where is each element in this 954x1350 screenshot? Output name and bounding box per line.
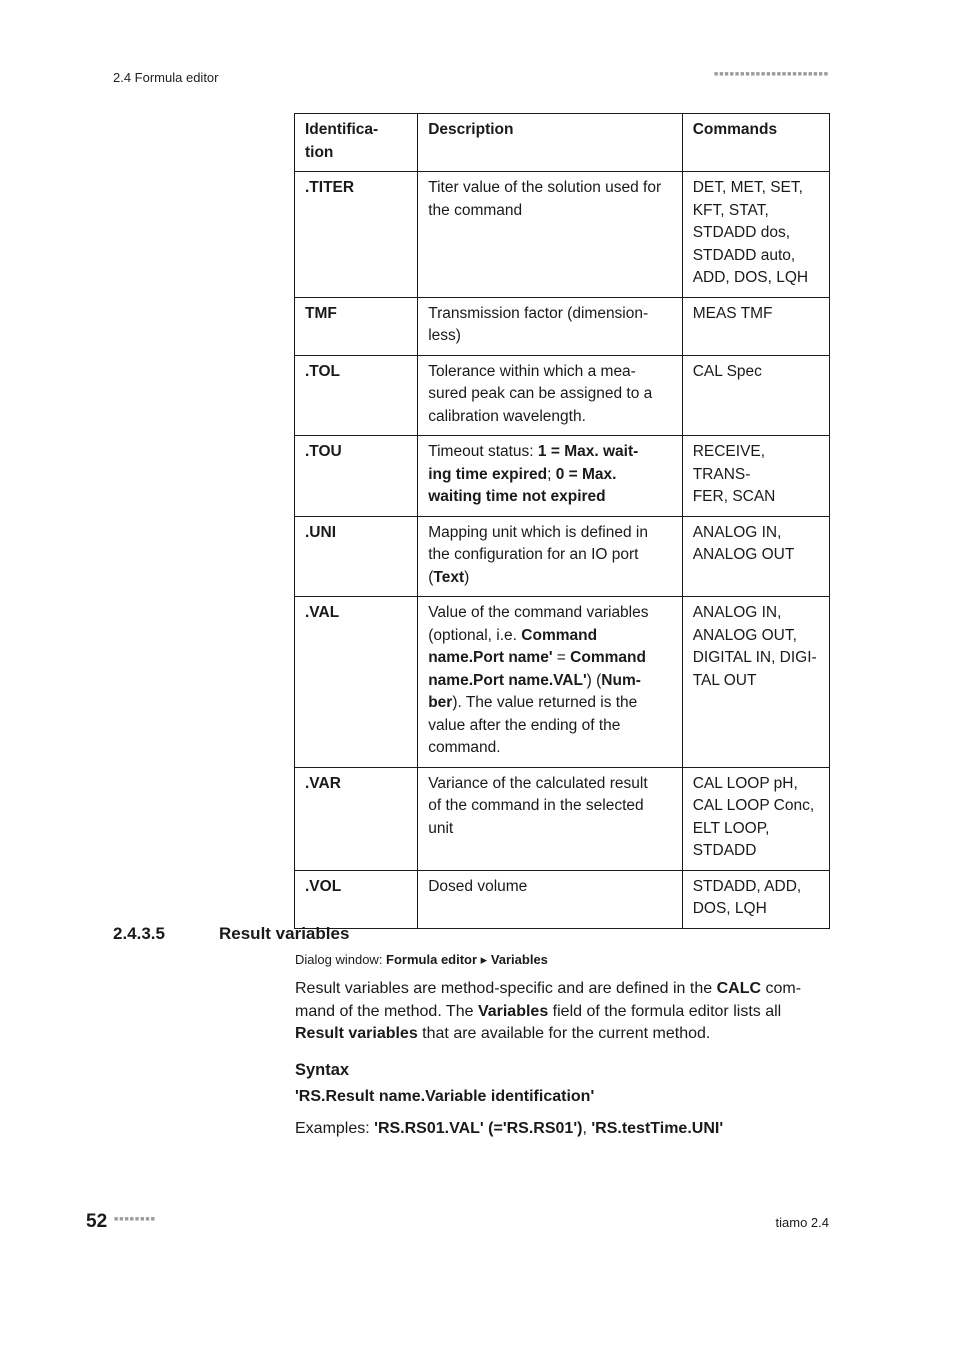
row-cmds: MEAS TMF — [682, 297, 829, 355]
product-name: tiamo 2.4 — [775, 1215, 829, 1230]
row-desc: Dosed volume — [418, 870, 682, 928]
column-header-commands: Commands — [682, 114, 829, 172]
table-row — [295, 516, 830, 597]
table-row — [295, 767, 830, 870]
table-header-row — [295, 114, 830, 172]
table-row — [295, 172, 830, 298]
row-ident: .TITER — [295, 172, 418, 298]
column-header-description: Description — [418, 114, 682, 172]
row-ident: TMF — [295, 297, 418, 355]
section-title: Result variables — [219, 924, 350, 943]
row-desc: Mapping unit which is defined in the configuration for an IO port (Text) — [418, 516, 682, 597]
row-cmds: ANALOG IN, ANALOG OUT, DIGITAL IN, DIGI- TAL OUT — [682, 597, 829, 768]
row-ident: .TOL — [295, 355, 418, 436]
running-head: 2.4 Formula editor — [113, 70, 219, 85]
page-number: 52 — [86, 1211, 108, 1232]
row-cmds: CAL Spec — [682, 355, 829, 436]
row-desc: Timeout status: 1 = Max. wait- ing time expired; 0 = Max. waiting time not expired — [418, 436, 682, 517]
row-desc: Variance of the calculated result of the command in the selected unit — [418, 767, 682, 870]
table-row — [295, 870, 830, 928]
row-cmds: CAL LOOP pH, CAL LOOP Conc, ELT LOOP, STDADD — [682, 767, 829, 870]
table-row — [295, 436, 830, 517]
row-desc: Transmission factor (dimension- less) — [418, 297, 682, 355]
row-cmds: ANALOG IN, ANALOG OUT — [682, 516, 829, 597]
table-row — [295, 297, 830, 355]
column-header-identification: Identifica- tion — [295, 114, 418, 172]
footer-decoration: ■■■■■■■■ — [114, 1216, 156, 1223]
row-desc: Value of the command variables (optional, i.e. Command name.Port name' = Command name.Port name.VAL') (Num- ber). The value returned is the value after the ending of the command. — [418, 597, 682, 768]
examples: Examples: 'RS.RS01.VAL' (='RS.RS01'), 'RS.testTime.UNI' — [295, 1120, 724, 1137]
table-row — [295, 355, 830, 436]
table-row — [295, 597, 830, 768]
row-ident: .VOL — [295, 870, 418, 928]
row-ident: .VAL — [295, 597, 418, 768]
row-ident: .VAR — [295, 767, 418, 870]
row-desc: Titer value of the solution used for the command — [418, 172, 682, 298]
section-number: 2.4.3.5 — [113, 924, 165, 943]
intro-paragraph: Result variables are method-specific and are defined in the CALC com- mand of the method. The Variables field of the formula editor lists all Result variables that are available for the current method. — [295, 980, 802, 1042]
header-decoration: ■■■■■■■■■■■■■■■■■■■■■■ — [713, 71, 829, 78]
row-cmds: DET, MET, SET, KFT, STAT, STDADD dos, STDADD auto, ADD, DOS, LQH — [682, 172, 829, 298]
row-desc: Tolerance within which a mea- sured peak can be assigned to a calibration wavelength. — [418, 355, 682, 436]
row-cmds: STDADD, ADD, DOS, LQH — [682, 870, 829, 928]
dialog-path: Dialog window: Formula editor ▸ Variables — [295, 952, 548, 967]
variables-table — [294, 113, 830, 929]
syntax-heading: Syntax — [295, 1061, 350, 1079]
row-cmds: RECEIVE, TRANS- FER, SCAN — [682, 436, 829, 517]
row-ident: .TOU — [295, 436, 418, 517]
row-ident: .UNI — [295, 516, 418, 597]
syntax-value: 'RS.Result name.Variable identification' — [295, 1088, 595, 1105]
